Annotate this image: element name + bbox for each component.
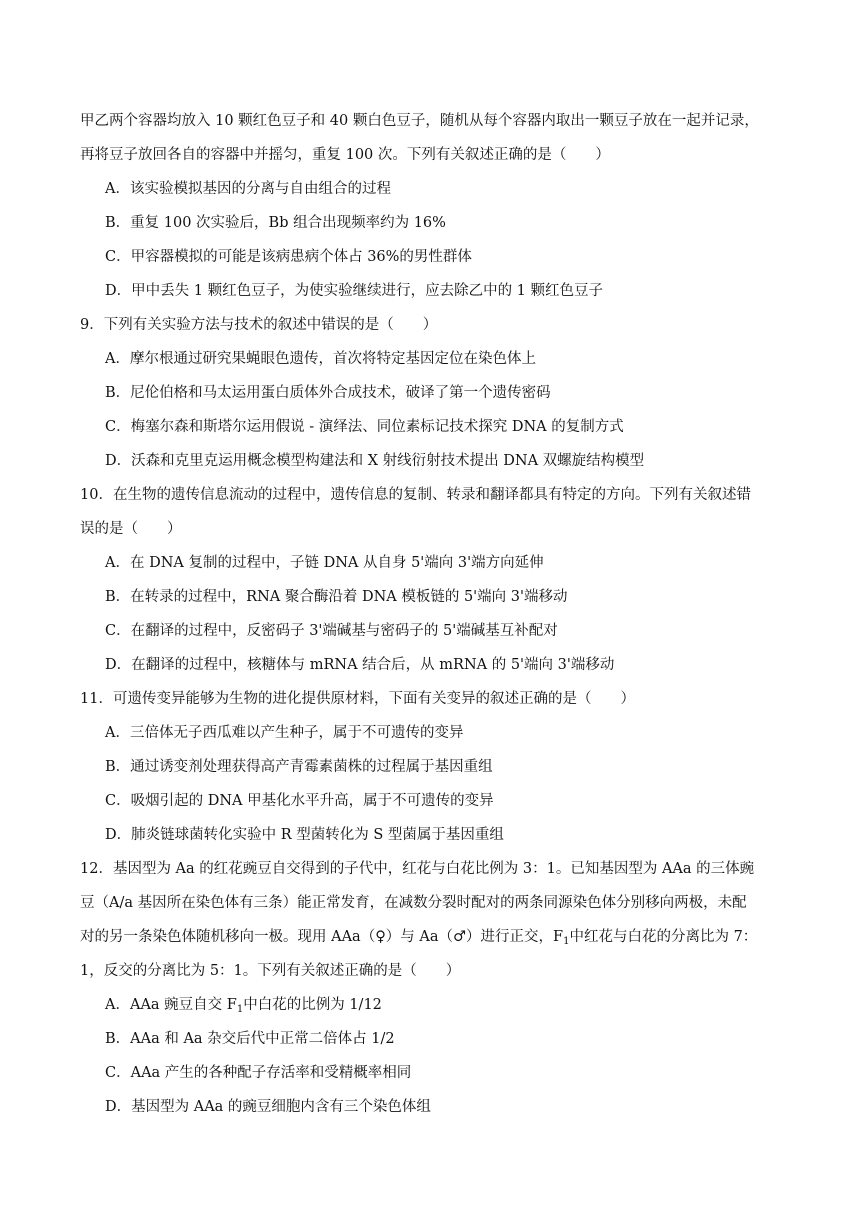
q12-stem-line-3 [80,927,757,947]
q10-stem-line-2: 误的是（ ） [80,521,182,537]
q12-stem-line-2: 豆（A/a 基因所在染色体有三条）能正常发育，在减数分裂时配对的两条同源染色体分别移向两极，未配 [80,895,747,911]
q11-stem: 11．可遗传变异能够为生物的进化提供原材料，下面有关变异的叙述正确的是（ ） [80,691,635,707]
q9-stem: 9．下列有关实验方法与技术的叙述中错误的是（ ） [80,317,438,333]
q11-option-d: D．肺炎链球菌转化实验中 R 型菌转化为 S 型菌属于基因重组 [105,827,504,843]
q12-option-d: D．基因型为 AAa 的豌豆细胞内含有三个染色体组 [105,1099,431,1115]
q12-option-c: C．AAa 产生的各种配子存活率和受精概率相同 [105,1065,412,1081]
q8-stem-line-2: 再将豆子放回各自的容器中并摇匀，重复 100 次。下列有关叙述正确的是（ ） [80,147,610,163]
q10-option-d: D．在翻译的过程中，核糖体与 mRNA 结合后，从 mRNA 的 5'端向 3'端移动 [105,657,615,673]
q8-option-b: B．重复 100 次实验后，Bb 组合出现频率约为 16% [105,215,446,231]
q12-stem-line-1: 12．基因型为 Aa 的红花豌豆自交得到的子代中，红花与白花比例为 3：1。已知基因型为 AAa 的三体豌 [80,861,755,877]
q12-line3-part-b: 中红花与白花的分离比为 7： [569,929,758,945]
q10-option-a: A．在 DNA 复制的过程中，子链 DNA 从自身 5'端向 3'端方向延伸 [105,555,544,571]
q8-option-d: D．甲中丢失 1 颗红色豆子，为使实验继续进行，应去除乙中的 1 颗红色豆子 [105,283,604,299]
q11-option-c: C．吸烟引起的 DNA 甲基化水平升高，属于不可遗传的变异 [105,793,494,809]
q12-option-a-part-b: 中白花的比例为 1/12 [243,997,382,1013]
q9-option-c: C．梅塞尔森和斯塔尔运用假说 - 演绎法、同位素标记技术探究 DNA 的复制方式 [105,419,624,435]
q9-option-a: A．摩尔根通过研究果蝇眼色遗传，首次将特定基因定位在染色体上 [105,351,536,367]
q8-option-a: A．该实验模拟基因的分离与自由组合的过程 [105,181,391,197]
q11-option-a: A．三倍体无子西瓜难以产生种子，属于不可遗传的变异 [105,725,464,741]
q12-option-a [105,995,382,1015]
q8-stem-line-1: 甲乙两个容器均放入 10 颗红色豆子和 40 颗白色豆子，随机从每个容器内取出一颗豆子放在一起并记录， [80,113,759,129]
q12-line3-subscript: 1 [563,936,570,947]
q12-option-b: B．AAa 和 Aa 杂交后代中正常二倍体占 1/2 [105,1031,395,1047]
q10-option-b: B．在转录的过程中，RNA 聚合酶沿着 DNA 模板链的 5'端向 3'端移动 [105,589,568,605]
q9-option-b: B．尼伦伯格和马太运用蛋白质体外合成技术，破译了第一个遗传密码 [105,385,551,401]
q12-stem-line-4: 1，反交的分离比为 5：1。下列有关叙述正确的是（ ） [80,963,461,979]
q10-option-c: C．在翻译的过程中，反密码子 3'端碱基与密码子的 5'端碱基互补配对 [105,623,558,639]
q11-option-b: B．通过诱变剂处理获得高产青霉素菌株的过程属于基因重组 [105,759,493,775]
q12-option-a-part-a: A．AAa 豌豆自交 F [105,997,237,1013]
q12-option-a-subscript: 1 [236,1004,244,1015]
q8-option-c: C．甲容器模拟的可能是该病患病个体占 36%的男性群体 [105,249,472,265]
q9-option-d: D．沃森和克里克运用概念模型构建法和 X 射线衍射技术提出 DNA 双螺旋结构模型 [105,453,645,469]
q12-line3-part-a: 对的另一条染色体随机移向一极。现用 AAa（♀）与 Aa（♂）进行正交，F [80,929,564,945]
q10-stem-line-1: 10．在生物的遗传信息流动的过程中，遗传信息的复制、转录和翻译都具有特定的方向。下列有关叙述错 [80,487,751,503]
